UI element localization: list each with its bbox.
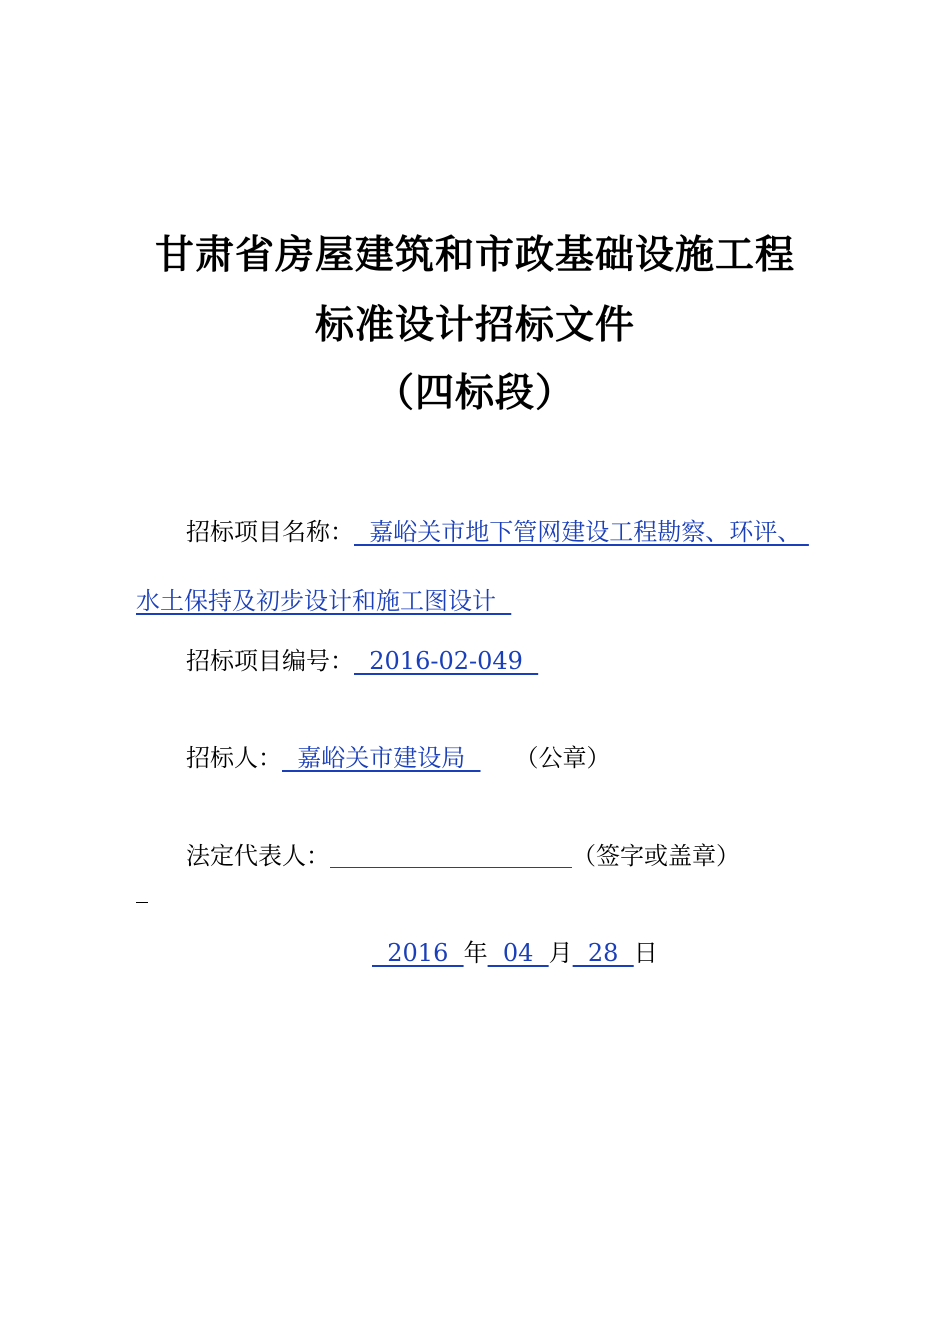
project-name-value-part2: 水土保持及初步设计和施工图设计 [136,587,512,615]
project-number-row [186,646,538,676]
tenderer-label: 招标人： [186,744,282,772]
doc-title-line3: （四标段） [374,371,575,416]
date-month: 04 [487,939,549,967]
legal-rep-row [186,841,740,871]
project-name-continuation [136,586,511,616]
tenderer-seal-note: （公章） [514,744,611,772]
project-name-value-part1: 嘉峪关市地下管网建设工程勘察、环评、 [354,518,809,546]
date-year: 2016 [372,939,464,967]
date-month-unit: 月 [548,939,573,967]
doc-title-line1: 甘肃省房屋建筑和市政基础设施工程 [154,233,795,278]
project-name-label: 招标项目名称： [186,518,354,546]
project-number-label: 招标项目编号： [186,647,354,675]
date-day-unit: 日 [633,939,658,967]
tenderer-row [186,743,611,773]
tenderer-value: 嘉峪关市建设局 [282,744,481,772]
project-name-row [186,517,809,547]
legal-rep-sign-note: （签字或盖章） [572,842,740,870]
date-day: 28 [572,939,634,967]
doc-title-line2: 标准设计招标文件 [314,303,635,348]
stray-dash [136,902,148,903]
project-number-value: 2016-02-049 [354,647,539,675]
date-row [372,938,658,968]
legal-rep-signature-blank [330,843,572,868]
date-year-unit: 年 [463,939,488,967]
legal-rep-label: 法定代表人： [186,842,330,870]
